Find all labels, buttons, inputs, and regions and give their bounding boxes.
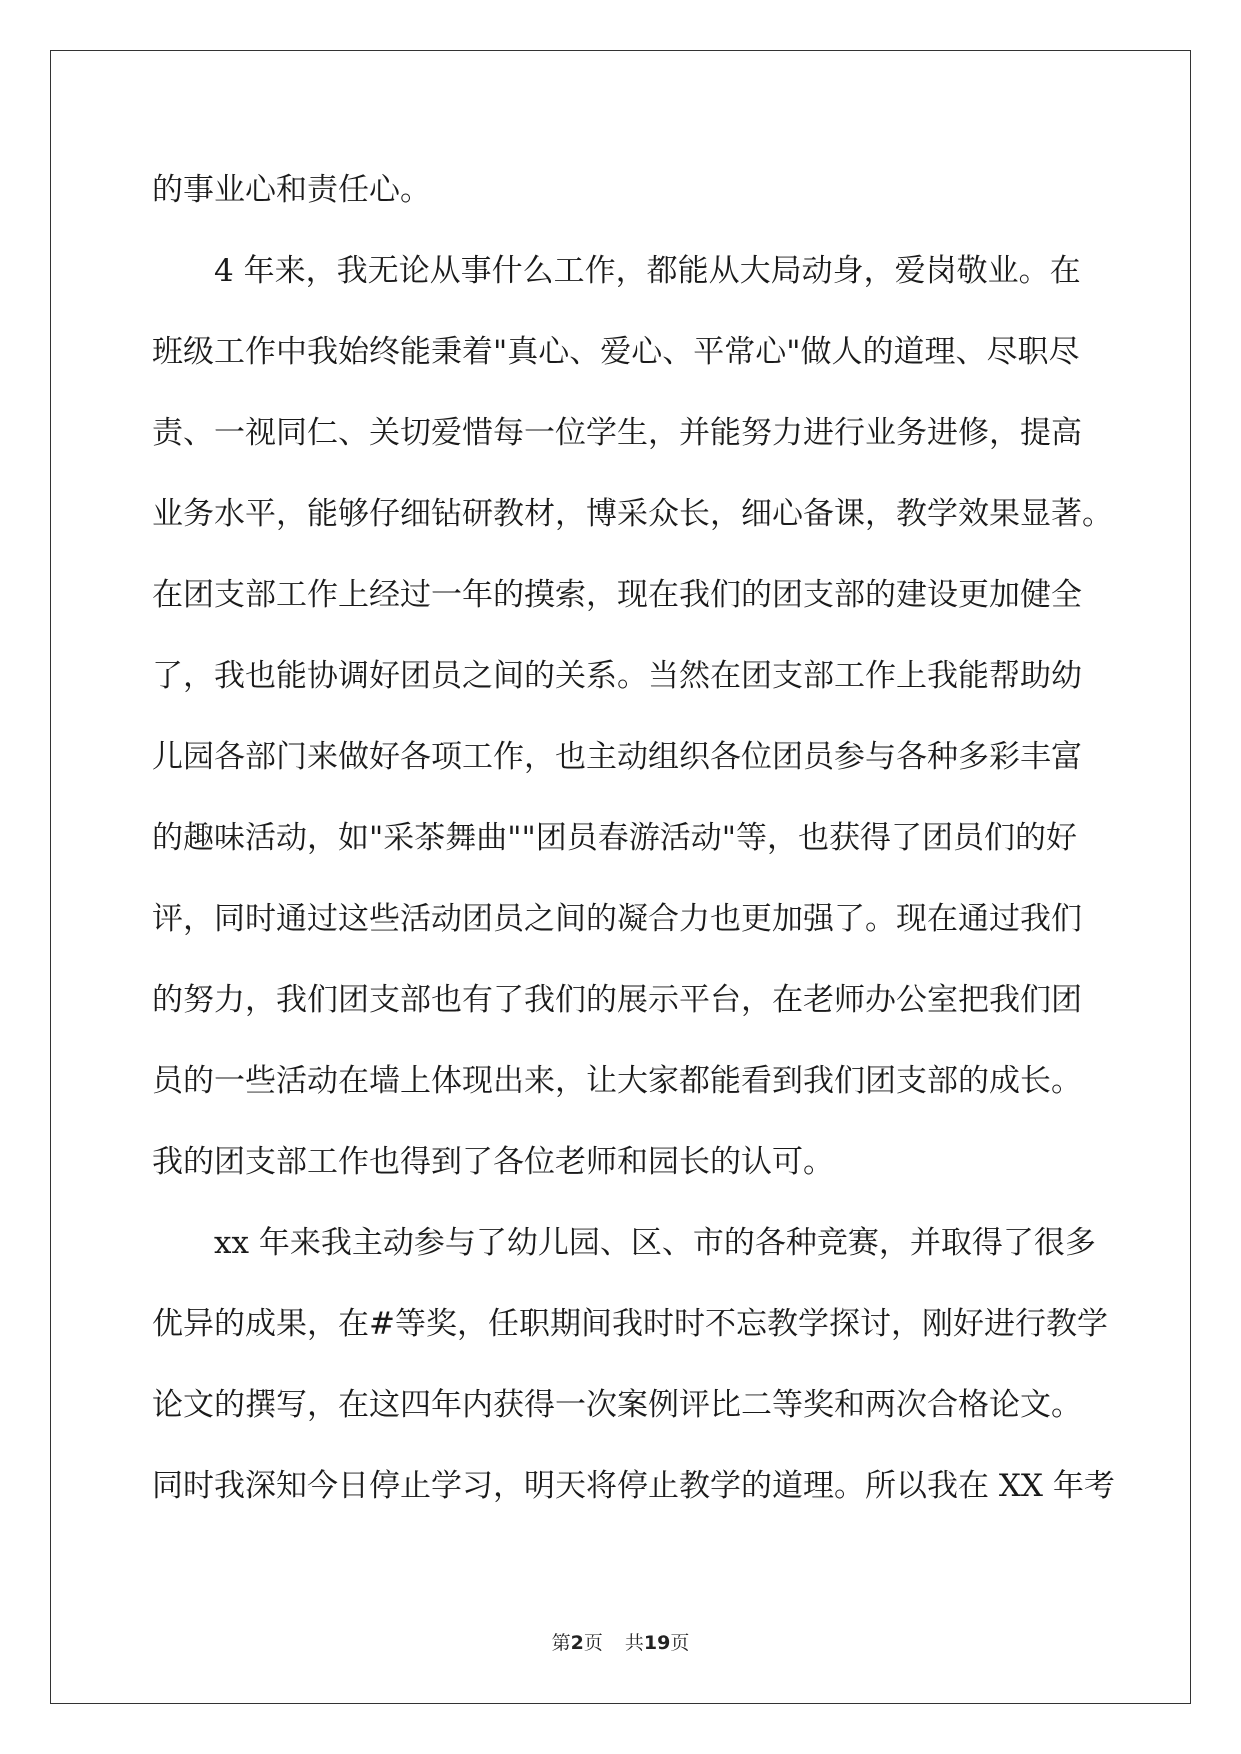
text-line: 的趣味活动，如"采茶舞曲""团员春游活动"等，也获得了团员们的好 — [152, 820, 1078, 856]
text-line: 的事业心和责任心。 — [152, 172, 431, 208]
text-line: 在团支部工作上经过一年的摸索，现在我们的团支部的建设更加健全 — [152, 577, 1082, 613]
text-line: 优异的成果，在#等奖，任职期间我时时不忘教学探讨，刚好进行教学 — [152, 1306, 1108, 1342]
text-line: 责、一视同仁、关切爱惜每一位学生，并能努力进行业务进修，提高 — [152, 415, 1082, 451]
text-line: 我的团支部工作也得到了各位老师和园长的认可。 — [152, 1144, 834, 1180]
page-footer — [0, 1628, 1241, 1655]
text-line: 业务水平，能够仔细钻研教材，博采众长，细心备课，教学效果显著。 — [152, 496, 1113, 532]
total-suffix: 页 — [670, 1632, 690, 1654]
paragraph-start-line: 4 年来，我无论从事什么工作，都能从大局动身，爱岗敬业。在 — [214, 253, 1081, 289]
text-line: 的努力，我们团支部也有了我们的展示平台，在老师办公室把我们团 — [152, 982, 1082, 1018]
total-prefix: 共 — [624, 1632, 644, 1654]
page-number: 2 — [570, 1632, 584, 1654]
text-line: 员的一些活动在墙上体现出来，让大家都能看到我们团支部的成长。 — [152, 1063, 1082, 1099]
page-suffix: 页 — [583, 1632, 603, 1654]
document-body — [152, 150, 1115, 1527]
paragraph-start-line: xx 年来我主动参与了幼儿园、区、市的各种竞赛，并取得了很多 — [214, 1225, 1096, 1261]
text-line: 儿园各部门来做好各项工作，也主动组织各位团员参与各种多彩丰富 — [152, 739, 1082, 775]
text-line: 班级工作中我始终能秉着"真心、爱心、平常心"做人的道理、尽职尽 — [152, 334, 1080, 370]
total-pages: 19 — [643, 1632, 671, 1654]
text-line: 论文的撰写，在这四年内获得一次案例评比二等奖和两次合格论文。 — [152, 1387, 1082, 1423]
text-line: 同时我深知今日停止学习，明天将停止教学的道理。所以我在 XX 年考 — [152, 1468, 1115, 1504]
text-line: 评，同时通过这些活动团员之间的凝合力也更加强了。现在通过我们 — [152, 901, 1082, 937]
text-line: 了，我也能协调好团员之间的关系。当然在团支部工作上我能帮助幼 — [152, 658, 1082, 694]
page-prefix: 第 — [551, 1632, 571, 1654]
